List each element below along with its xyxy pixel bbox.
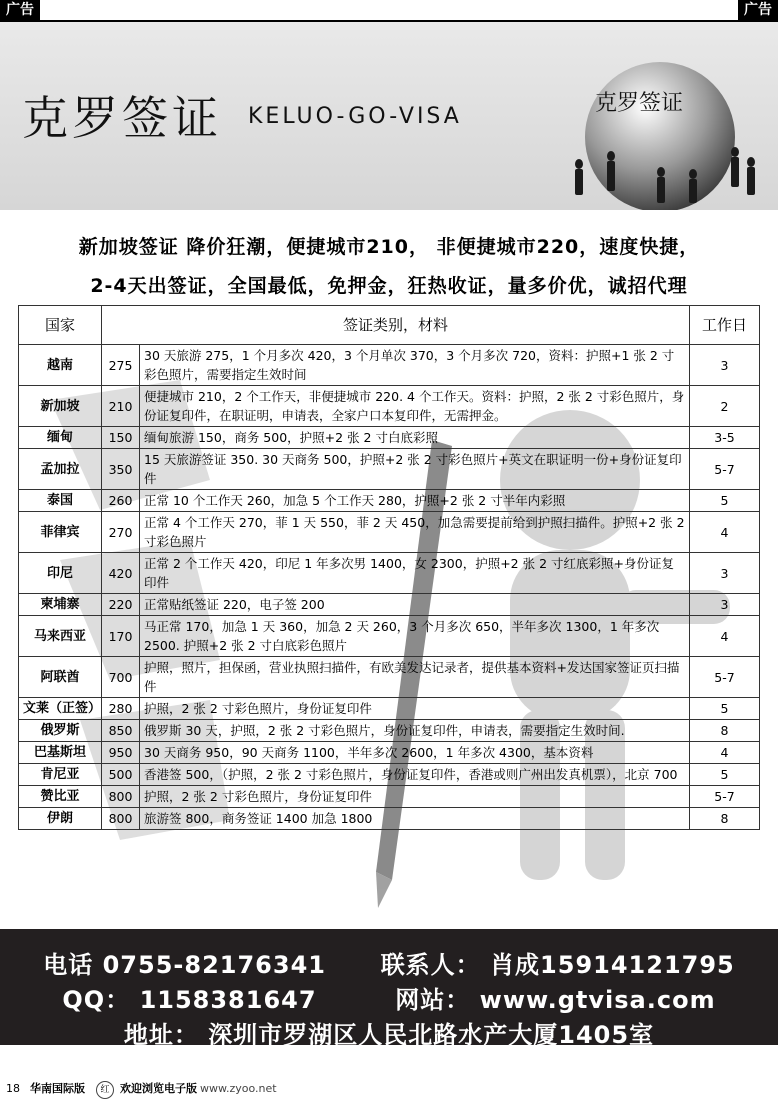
working-days-cell: 3-5 [690,427,760,449]
address-label: 地址： [123,1021,199,1049]
description-cell: 马正常 170，加急 1 天 360，加急 2 天 260，3 个月多次 650，半年多次 1300，1 年多次 2500. 护照+2 张 2 寸白底彩色照片 [140,616,690,657]
working-days-cell: 8 [690,720,760,742]
description-cell: 30 天商务 950，90 天商务 1100，半年多次 2600，1 年多次 4300，基本资料 [140,742,690,764]
price-cell: 350 [102,449,140,490]
price-cell: 800 [102,808,140,830]
price-cell: 850 [102,720,140,742]
qq-label: QQ： [62,986,131,1014]
country-cell: 越南 [19,345,102,386]
table-row [19,720,760,742]
table-row [19,490,760,512]
banner [0,22,778,210]
brand-name-cn: 克罗签证 [22,91,222,145]
country-cell: 柬埔寨 [19,594,102,616]
price-cell: 275 [102,345,140,386]
working-days-cell: 5-7 [690,449,760,490]
price-cell: 220 [102,594,140,616]
country-cell: 肯尼亚 [19,764,102,786]
country-cell: 孟加拉 [19,449,102,490]
price-cell: 150 [102,427,140,449]
country-cell: 俄罗斯 [19,720,102,742]
price-cell: 950 [102,742,140,764]
table-row [19,553,760,594]
description-cell: 正常贴纸签证 220，电子签 200 [140,594,690,616]
header-working-days: 工作日 [690,306,760,345]
table-row [19,786,760,808]
table-row [19,345,760,386]
ad-label-right: 广告 [738,0,778,20]
travelers-illustration [565,142,765,210]
page-number: 18 [6,1082,20,1095]
working-days-cell: 2 [690,386,760,427]
price-cell: 500 [102,764,140,786]
description-cell: 正常 2 个工作天 420，印尼 1 年多次男 1400，女 2300，护照+2 张 2 寸红底彩照+身份证复印件 [140,553,690,594]
table-row [19,616,760,657]
price-cell: 270 [102,512,140,553]
table-row [19,808,760,830]
address-line [0,1015,778,1050]
visa-price-table [18,305,760,830]
description-cell: 香港签 500，（护照，2 张 2 寸彩色照片，身份证复印件，香港或则广州出发真机票），北京 700 [140,764,690,786]
working-days-cell: 5 [690,698,760,720]
working-days-cell: 4 [690,742,760,764]
price-cell: 170 [102,616,140,657]
qq-number: 1158381647 [139,986,317,1014]
address-text: 深圳市罗湖区人民北路水产大厦1405室 [208,1021,655,1049]
country-cell: 缅甸 [19,427,102,449]
contact-footer [0,929,778,1049]
country-cell: 阿联酋 [19,657,102,698]
qq-website-line [0,980,778,1015]
description-cell: 正常 10 个工作天 260，加急 5 个工作天 280，护照+2 张 2 寸半年内彩照 [140,490,690,512]
working-days-cell: 5-7 [690,657,760,698]
welcome-text: 欢迎浏览电子版 [120,1082,197,1095]
working-days-cell: 4 [690,512,760,553]
description-cell: 30 天旅游 275，1 个月多次 420，3 个月单次 370，3 个月多次 720，资料：护照+1 张 2 寸彩色照片，需要指定生效时间 [140,345,690,386]
price-cell: 280 [102,698,140,720]
country-cell: 菲律宾 [19,512,102,553]
phone-number: 0755-82176341 [102,951,326,979]
description-cell: 15 天旅游签证 350. 30 天商务 500，护照+2 张 2 寸彩色照片+英文在职证明一份+身份证复印件 [140,449,690,490]
table-row [19,698,760,720]
seal-icon: 红 [96,1081,114,1099]
description-cell: 旅游签 800，商务签证 1400 加急 1800 [140,808,690,830]
working-days-cell: 5 [690,764,760,786]
website-url: www.gtvisa.com [479,986,716,1014]
price-cell: 260 [102,490,140,512]
country-cell: 巴基斯坦 [19,742,102,764]
phone-line [0,945,778,980]
working-days-cell: 8 [690,808,760,830]
contact-label: 联系人： [380,951,481,979]
brand-name-en: KELUO-GO-VISA [248,104,462,129]
country-cell: 伊朗 [19,808,102,830]
table-row [19,742,760,764]
page-footer [0,1078,778,1100]
table-row [19,512,760,553]
table-row [19,427,760,449]
table-row [19,594,760,616]
table-row [19,386,760,427]
price-cell: 420 [102,553,140,594]
publication-name: 华南国际版 [30,1082,85,1095]
working-days-cell: 3 [690,345,760,386]
description-cell: 便捷城市 210，2 个工作天，非便捷城市 220. 4 个工作天。资料：护照，2 张 2 寸彩色照片，身份证复印件，在职证明，申请表，全家户口本复印件，无需押金。 [140,386,690,427]
country-cell: 印尼 [19,553,102,594]
header-country: 国家 [19,306,102,345]
price-cell: 700 [102,657,140,698]
description-cell: 正常 4 个工作天 270，菲 1 天 550，菲 2 天 450，加急需要提前给到护照扫描件。护照+2 张 2 寸彩色照片 [140,512,690,553]
globe-brand-text: 克罗签证 [595,91,684,116]
description-cell: 护照，2 张 2 寸彩色照片，身份证复印件 [140,786,690,808]
price-cell: 210 [102,386,140,427]
phone-label: 电话 [43,951,94,979]
country-cell: 文莱（正签） [19,698,102,720]
description-cell: 俄罗斯 30 天，护照，2 张 2 寸彩色照片，身份证复印件，申请表，需要指定生效时间. [140,720,690,742]
ad-label-left: 广告 [0,0,40,20]
table-header-row [19,306,760,345]
working-days-cell: 3 [690,553,760,594]
working-days-cell: 5-7 [690,786,760,808]
contact-person: 肖成15914121795 [490,951,735,979]
country-cell: 新加坡 [19,386,102,427]
description-cell: 缅甸旅游 150，商务 500，护照+2 张 2 寸白底彩照 [140,427,690,449]
description-cell: 护照，照片，担保函，营业执照扫描件，有欧美发达记录者，提供基本资料+发达国家签证页扫描件 [140,657,690,698]
site-url: www.zyoo.net [200,1082,277,1095]
working-days-cell: 3 [690,594,760,616]
promo-line-2: 2-4天出签证，全国最低，免押金，狂热收证，量多价优，诚招代理 [90,275,688,297]
working-days-cell: 4 [690,616,760,657]
table-row [19,764,760,786]
description-cell: 护照，2 张 2 寸彩色照片，身份证复印件 [140,698,690,720]
promo-line-1: 新加坡签证 降价狂潮，便捷城市210， 非便捷城市220，速度快捷， [78,236,700,258]
header-visa-type: 签证类别，材料 [102,306,690,345]
country-cell: 赞比亚 [19,786,102,808]
table-row [19,657,760,698]
country-cell: 泰国 [19,490,102,512]
table-row [19,449,760,490]
working-days-cell: 5 [690,490,760,512]
country-cell: 马来西亚 [19,616,102,657]
website-label: 网站： [395,986,471,1014]
price-cell: 800 [102,786,140,808]
